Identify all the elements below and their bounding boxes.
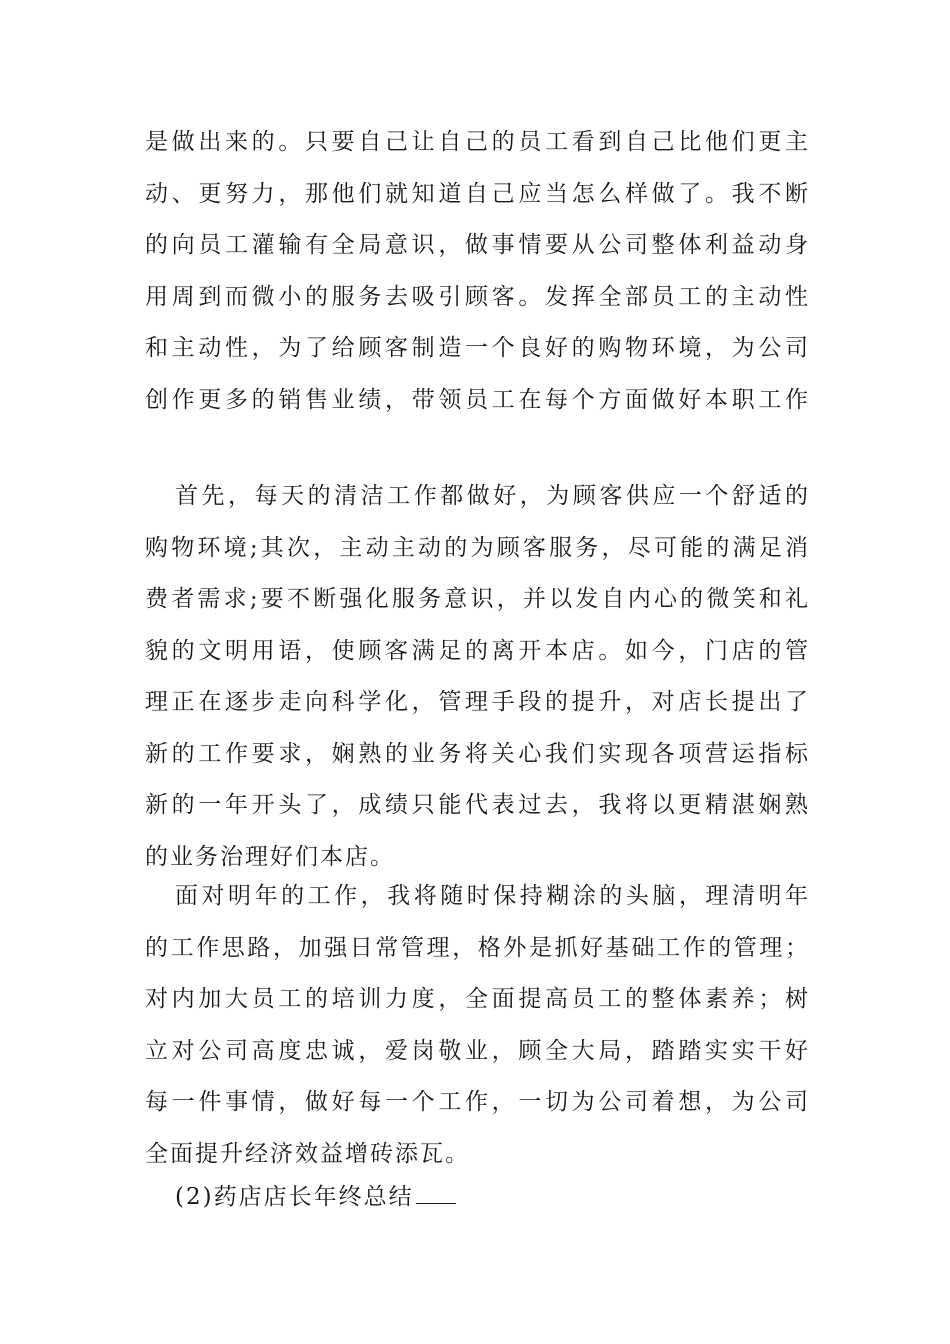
text-line: 的向员工灌输有全局意识，做事情要从公司整体利益动身	[145, 232, 810, 258]
text-line: 面对明年的工作，我将随时保持糊涂的头脑，理清明年	[175, 883, 810, 909]
text-line: 的工作思路，加强日常管理，格外是抓好基础工作的管理；	[145, 934, 810, 961]
text-line: 购物环境;其次，主动主动的为顾客服务，尽可能的满足消	[145, 534, 810, 561]
text-line: 对内加大员工的培训力度，全面提高员工的整体素养；树	[145, 986, 810, 1012]
fill-in-blank	[416, 1185, 456, 1204]
text-line: 新的工作要求，娴熟的业务将关心我们实现各项营运指标	[145, 740, 810, 767]
paragraph-1	[145, 117, 810, 426]
paragraph-3	[145, 871, 810, 1180]
text-line: 的业务治理好们本店。	[145, 843, 395, 870]
text-line: 貌的文明用语，使顾客满足的离开本店。如今，门店的管	[145, 637, 810, 664]
paragraph-2	[145, 471, 810, 883]
text-line: 费者需求;要不断强化服务意识，并以发自内心的微笑和礼	[145, 586, 810, 612]
text-line: 每一件事情，做好每一个工作，一切为公司着想，为公司	[145, 1089, 810, 1115]
text-line: 创作更多的销售业绩，带领员工在每个方面做好本职工作	[145, 386, 810, 413]
text-line: 新的一年开头了，成绩只能代表过去，我将以更精湛娴熟	[145, 792, 810, 818]
heading-text: (2)药店店长年终总结	[175, 1184, 414, 1210]
heading-line	[145, 1172, 810, 1224]
text-line: 立对公司高度忠诚，爱岗敬业，顾全大局，踏踏实实干好	[145, 1037, 810, 1064]
text-line: 理正在逐步走向科学化，管理手段的提升，对店长提出了	[145, 689, 810, 715]
text-line: 用周到而微小的服务去吸引顾客。发挥全部员工的主动性	[145, 283, 810, 310]
text-line: 和主动性，为了给顾客制造一个良好的购物环境，为公司	[145, 335, 810, 361]
text-line: 全面提升经济效益增砖添瓦。	[145, 1140, 470, 1167]
text-line: 是做出来的。只要自己让自己的员工看到自己比他们更主	[145, 129, 810, 155]
text-line: 动、更努力，那他们就知道自己应当怎么样做了。我不断	[145, 180, 810, 207]
text-line: 首先，每天的清洁工作都做好，为顾客供应一个舒适的	[175, 483, 810, 509]
section-heading	[145, 1172, 810, 1224]
